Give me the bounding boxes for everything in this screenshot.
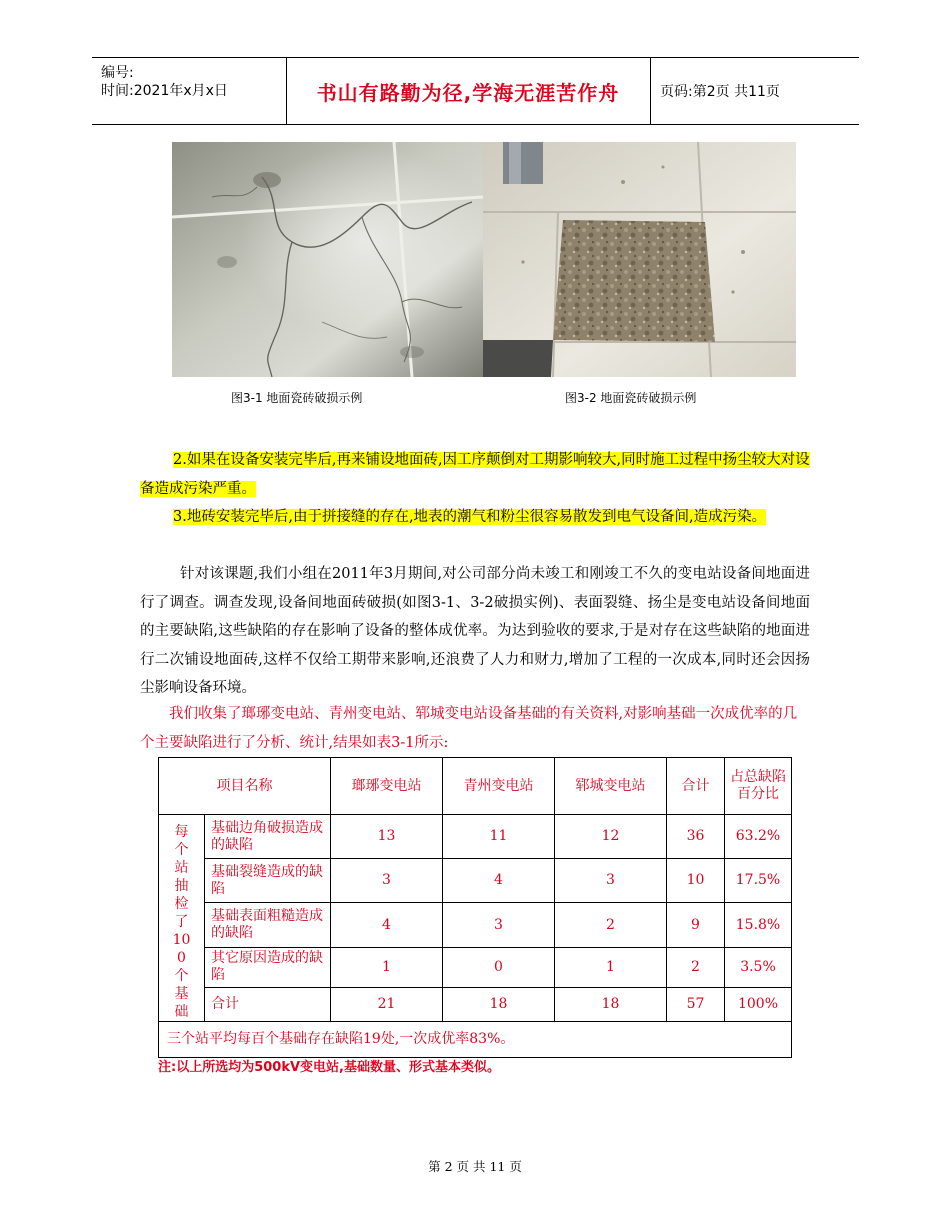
paragraph-survey: 针对该课题,我们小组在2011年3月期间,对公司部分尚未竣工和刚竣工不久的变电站设备间地面进行了调查。调查发现,设备间地面砖破损(如图3-1、3-2破损实例)、表面裂缝、扬尘是变电站设备间地面的主要缺陷,这些缺陷的存在影响了设备的整体成优率。为达到验收的要求,于是对存在这些缺陷的地面进行二次铺设地面砖,这样不仅给工期带来影响,还浪费了人力和财力,增加了工程的一次成本,同时还会因扬尘影响设备环境。 xyxy=(140,566,810,696)
cell-percentage: 3.5% xyxy=(725,947,792,987)
paragraph-item-3-text: 3.地砖安装完毕后,由于拼接缝的存在,地表的潮气和粉尘很容易散发到电气设备间,造成污染。 xyxy=(173,509,767,525)
header-meta xyxy=(92,58,287,124)
row-name: 基础边角破损造成的缺陷 xyxy=(205,815,331,859)
row-name: 基础表面粗糙造成的缺陷 xyxy=(205,903,331,947)
cell-langya: 21 xyxy=(331,987,443,1021)
cell-qingzhou: 0 xyxy=(443,947,555,987)
cell-percentage: 15.8% xyxy=(725,903,792,947)
group-label xyxy=(159,815,205,1022)
table-summary-row xyxy=(159,1022,792,1058)
cell-yuncheng: 12 xyxy=(555,815,667,859)
cell-percentage: 100% xyxy=(725,987,792,1021)
table-note: 注:以上所选均为500kV变电站,基础数量、形式基本类似。 xyxy=(158,1060,500,1075)
cell-langya: 3 xyxy=(331,859,443,903)
figure-3-1-photo xyxy=(172,142,483,377)
paragraph-item-2-text: 2.如果在设备安装完毕后,再来铺设地面砖,因工序颠倒对工期影响较大,同时施工过程中扬尘较大对设备造成污染严重。 xyxy=(140,452,810,497)
cell-total: 36 xyxy=(667,815,725,859)
cell-langya: 4 xyxy=(331,903,443,947)
cell-yuncheng: 2 xyxy=(555,903,667,947)
figure-3-2-caption: 图3-2 地面瓷砖破损示例 xyxy=(565,391,697,405)
cell-qingzhou: 3 xyxy=(443,903,555,947)
cell-qingzhou: 18 xyxy=(443,987,555,1021)
table-summary: 三个站平均每百个基础存在缺陷19处,一次成优率83%。 xyxy=(159,1022,792,1058)
paragraph-data-intro: 我们收集了瑯琊变电站、青州变电站、郓城变电站设备基础的有关资料,对影响基础一次成优率的几个主要缺陷进行了分析、统计,结果如表3-1所示: xyxy=(140,706,798,751)
table-row xyxy=(159,903,792,947)
defect-table xyxy=(158,757,792,1058)
header-time: 时间:2021年x月x日 xyxy=(101,83,228,99)
cell-total: 2 xyxy=(667,947,725,987)
table-header-row xyxy=(159,758,792,815)
cell-percentage: 17.5% xyxy=(725,859,792,903)
figure-3-1-caption: 图3-1 地面瓷砖破损示例 xyxy=(231,391,363,405)
group-label-text: 每个站抽检了100个基础 xyxy=(172,824,191,1020)
paragraph-item-2 xyxy=(140,446,810,503)
table-total-row xyxy=(159,987,792,1021)
cell-total: 10 xyxy=(667,859,725,903)
paragraph-item-3 xyxy=(140,503,810,532)
header-station-langya: 瑯琊变电站 xyxy=(331,758,443,815)
header-item-name: 项目名称 xyxy=(159,758,331,815)
table-row xyxy=(159,815,792,859)
cell-qingzhou: 11 xyxy=(443,815,555,859)
header-motto: 书山有路勤为径,学海无涯苦作舟 xyxy=(286,58,651,124)
cell-langya: 1 xyxy=(331,947,443,987)
cell-yuncheng: 18 xyxy=(555,987,667,1021)
header-percentage: 占总缺陷百分比 xyxy=(725,758,792,815)
page-footer: 第 2 页 共 11 页 xyxy=(428,1159,522,1174)
header-station-yuncheng: 郓城变电站 xyxy=(555,758,667,815)
page-header xyxy=(92,57,859,125)
cell-percentage: 63.2% xyxy=(725,815,792,859)
cell-langya: 13 xyxy=(331,815,443,859)
cell-total: 57 xyxy=(667,987,725,1021)
cell-total: 9 xyxy=(667,903,725,947)
table-row xyxy=(159,947,792,987)
header-total: 合计 xyxy=(667,758,725,815)
header-station-qingzhou: 青州变电站 xyxy=(443,758,555,815)
header-number: 编号: xyxy=(101,65,134,81)
row-name: 合计 xyxy=(205,987,331,1021)
figure-3-2-photo xyxy=(483,142,796,377)
row-name: 基础裂缝造成的缺陷 xyxy=(205,859,331,903)
header-page-info: 页码:第2页 共11页 xyxy=(660,84,780,100)
table-row xyxy=(159,859,792,903)
cell-yuncheng: 3 xyxy=(555,859,667,903)
row-name: 其它原因造成的缺陷 xyxy=(205,947,331,987)
cell-yuncheng: 1 xyxy=(555,947,667,987)
cell-qingzhou: 4 xyxy=(443,859,555,903)
